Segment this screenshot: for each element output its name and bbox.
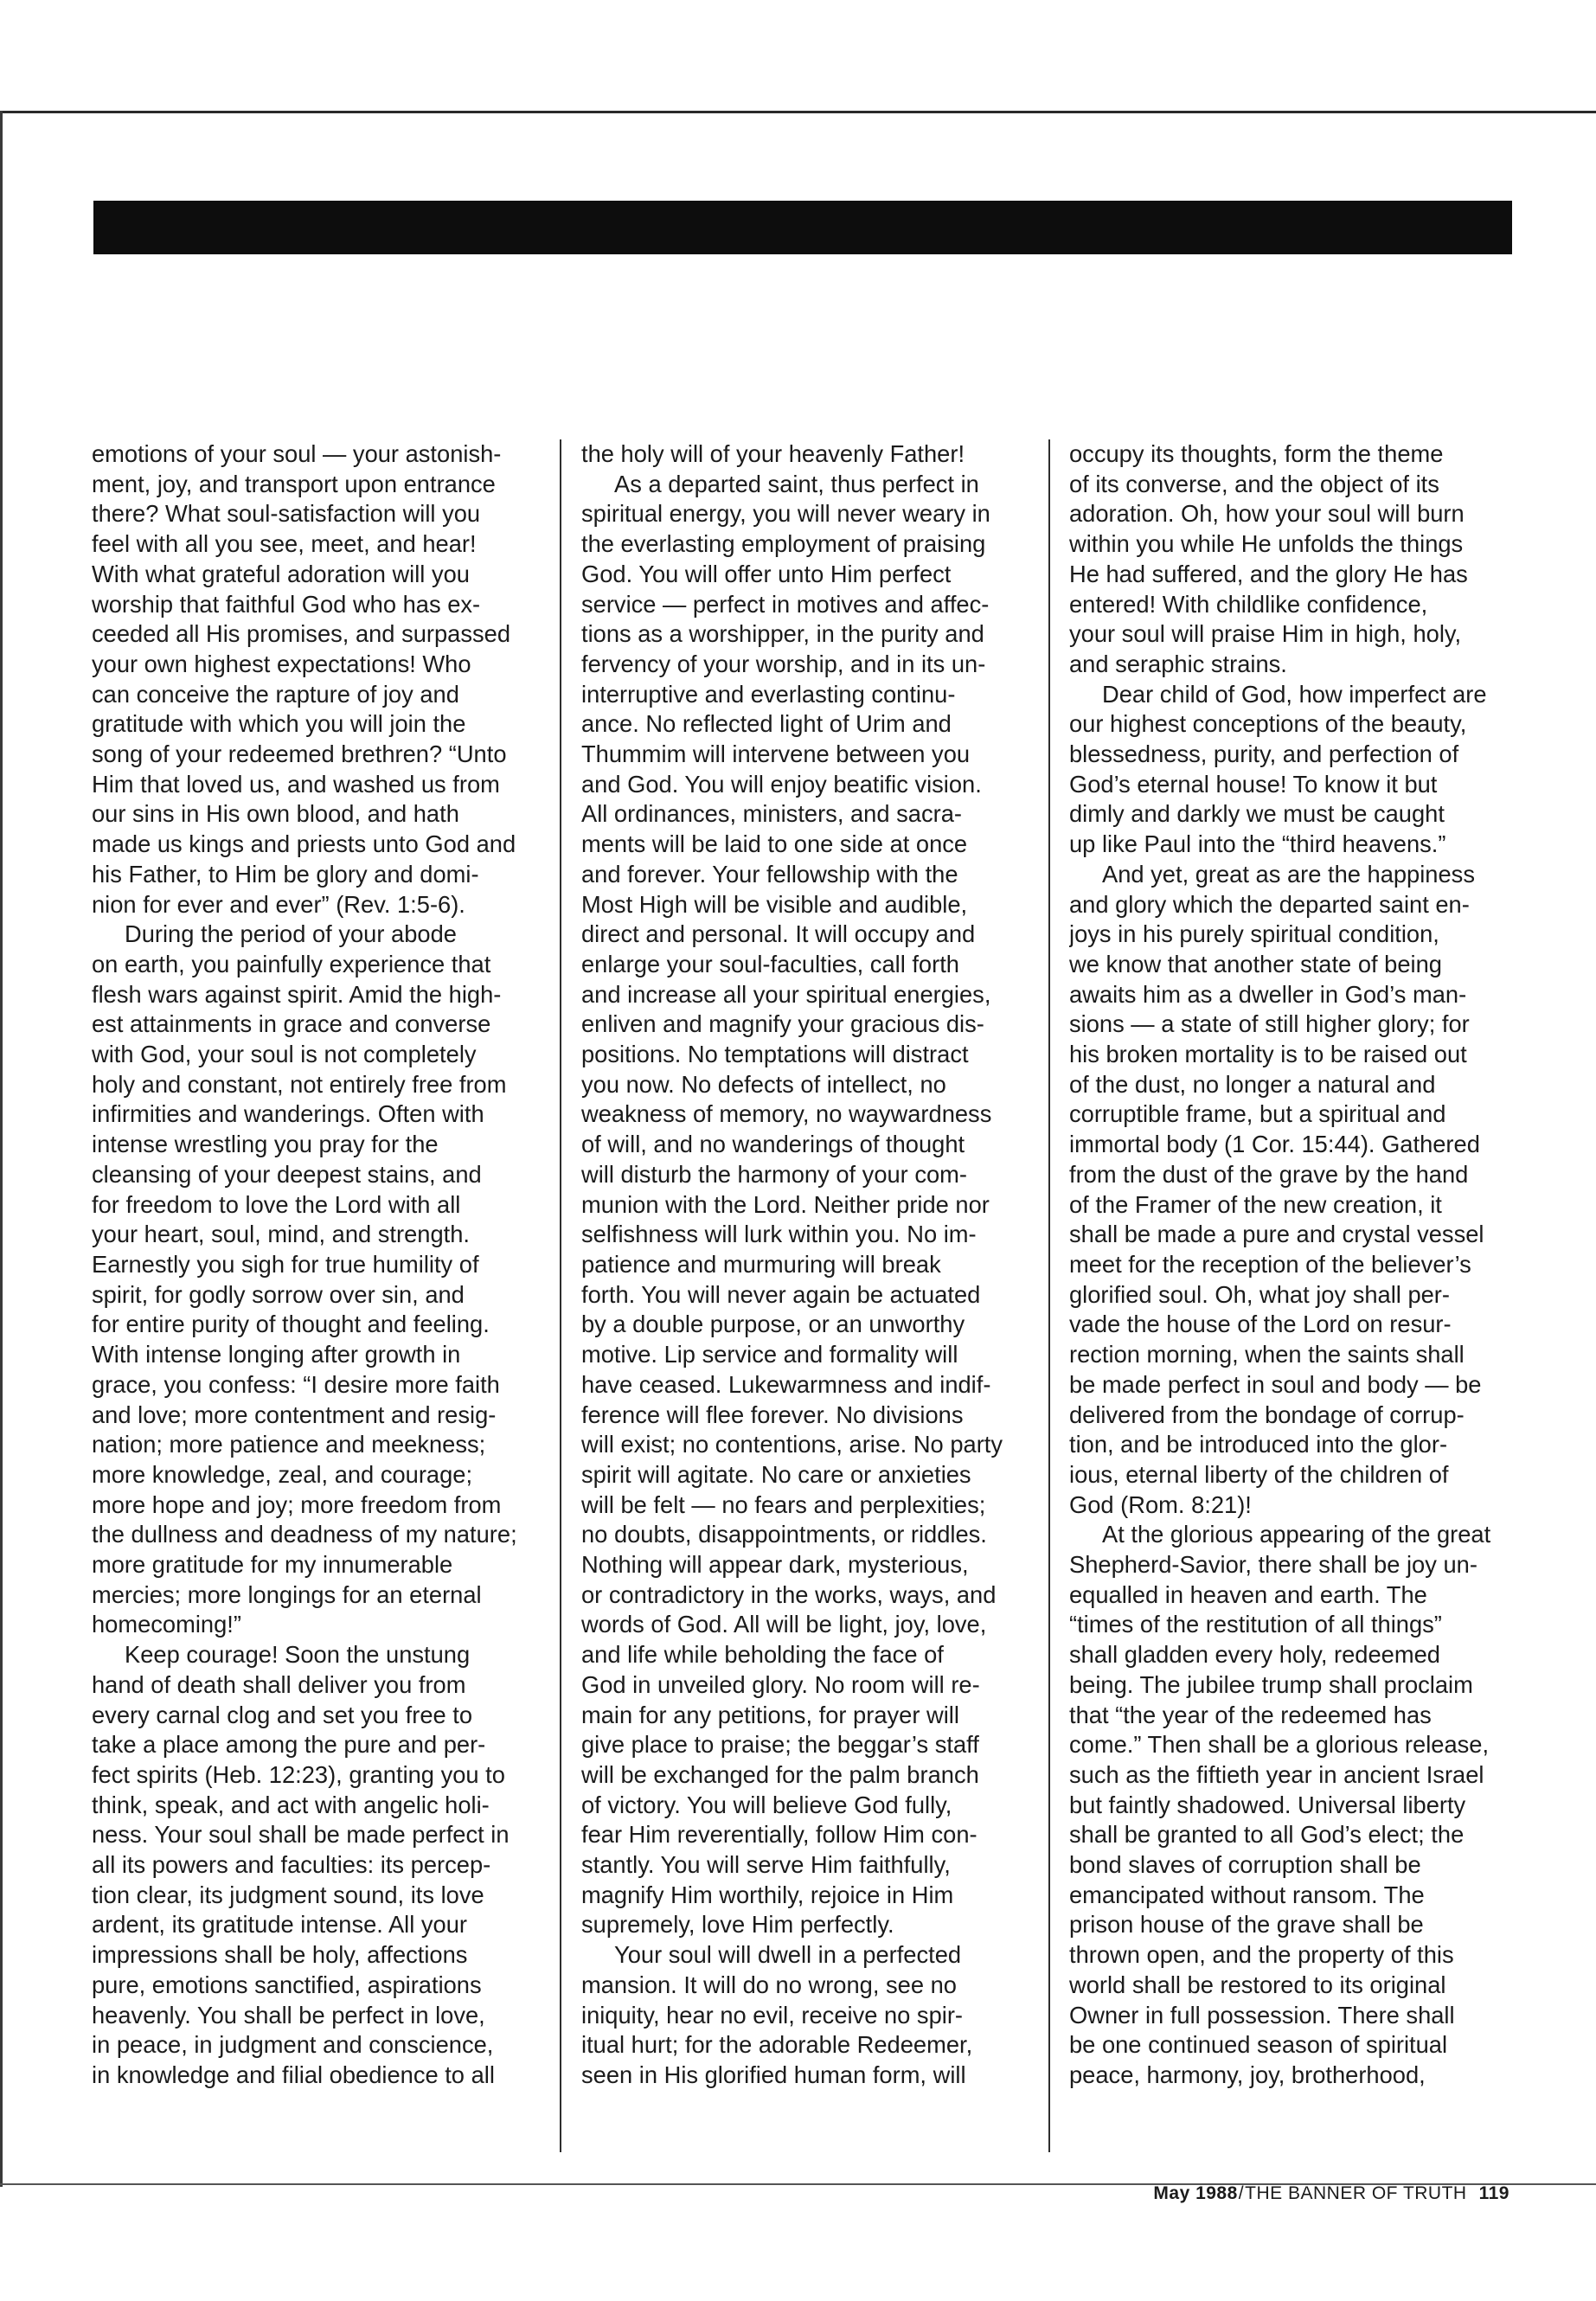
- scan-edge-left: [0, 111, 3, 2187]
- paragraph: During the period of your abode on earth, you painfully experience that flesh wars against spirit. Amid the high- est attainments in grace and converse with God, your soul is not completely holy and constant, not entirely free from infirmities and wanderings. Often with intense wrestling you pray for the cleansing of your deepest stains, and for freedom to love the Lord with all your heart, soul, mind, and strength. Earnestly you sigh for true humility of spirit, for godly sorrow over sin, and for entire purity of thought and feeling. With intense longing after growth in grace, you confess: “I desire more faith and love; more contentment and resig- nation; more patience and meekness; more knowledge, zeal, and courage; more hope and joy; more freedom from the dullness and deadness of my nature; more gratitude for my innumerable mercies; more longings for an eternal homecoming!”: [92, 920, 517, 1638]
- page-number: 119: [1478, 2183, 1509, 2203]
- article-body: [92, 439, 1510, 2157]
- paragraph: emotions of your soul — your astonish- ment, joy, and transport upon entrance there? What soul-satisfaction will you feel with all you see, meet, and hear! With what grateful adoration will you worship that faithful God who has ex- ceeded all His promises, and surpassed your own highest expectations! Who can conceive the rapture of joy and gratitude with which you will join the song of your redeemed brethren? “Unto Him that loved us, and washed us from our sins in His own blood, and hath made us kings and priests unto God and his Father, to Him be glory and domi- nion for ever and ever” (Rev. 1:5-6).: [92, 440, 516, 918]
- column-3: [1069, 439, 1521, 2157]
- footer-date: May 1988: [1153, 2183, 1238, 2203]
- paragraph: Dear child of God, how imperfect are our highest conceptions of the beauty, blessedness, purity, and perfection of God’s eternal house! To know it but dimly and darkly we must be caught up like Paul into the “third heavens.”: [1069, 680, 1487, 858]
- column-2: [581, 439, 1033, 2157]
- header-band: [93, 201, 1512, 254]
- column-divider: [1048, 439, 1050, 2152]
- paragraph: the holy will of your heavenly Father!: [581, 440, 965, 467]
- paragraph: And yet, great as are the happiness and glory which the departed saint en- joys in his purely spiritual condition, we know that another state of being awaits him as a dweller in God’s man- sions — a state of still higher glory; for his broken mortality is to be raised out of the dust, no longer a natural and corruptible frame, but a spiritual and immortal body (1 Cor. 15:44). Gathered from the dust of the grave by the hand of the Framer of the new creation, it shall be made a pure and crystal vessel meet for the reception of the believer’s glorified soul. Oh, what joy shall per- vade the house of the Lord on resur- rection morning, when the saints shall be made perfect in soul and body — be delivered from the bondage of corrup- tion, and be introduced into the glor- ious, eternal liberty of the children of God (Rom. 8:21)!: [1069, 860, 1484, 1518]
- footer-magazine-title: THE BANNER OF TRUTH: [1245, 2183, 1467, 2203]
- column-1: [92, 439, 543, 2157]
- paragraph: As a departed saint, thus perfect in spiritual energy, you will never weary in the everlasting employment of praising God. You will offer unto Him perfect service — perfect in motives and affec- tions as a worshipper, in the purity and fervency of your worship, and in its un- interruptive and everlasting continu- ance. No reflected light of Urim and Thummim will intervene between you and God. You will enjoy beatific vision. All ordinances, ministers, and sacra- ments will be laid to one side at once and forever. Your fellowship with the Most High will be visible and audible, direct and personal. It will occupy and enlarge your soul-faculties, call forth and increase all your spiritual energies, enliven and magnify your gracious dis- positions. No temptations will distract you now. No defects of intellect, no weakness of memory, no waywardness of will, and no wanderings of thought will disturb the harmony of your com- munion with the Lord. Neither pride nor selfishness will lurk within you. No im- patience and murmuring will break forth. You will never again be actuated by a double purpose, or an unworthy motive. Lip service and formality will have ceased. Lukewarmness and indif- ference will flee forever. No divisions will exist; no contentions, arise. No party spirit will agitate. No care or anxieties will be felt — no fears and perplexities; no doubts, disappointments, or riddles. Nothing will appear dark, mysterious, or contradictory in the works, ways, and words of God. All will be light, joy, love, and life while beholding the face of God in unveiled glory. No room will re- main for any petitions, for prayer will give place to praise; the beggar’s staff will be exchanged for the palm branch of victory. You will believe God fully, fear Him reverentially, follow Him con- stantly. You will serve Him faithfully, magnify Him worthily, rejoice in Him supremely, love Him perfectly.: [581, 470, 1003, 1939]
- paragraph: occupy its thoughts, form the theme of its converse, and the object of its adoration. Oh, how your soul will burn within you while He unfolds the things He had suffered, and the glory He has entered! With childlike confidence, your soul will praise Him in high, holy, and seraphic strains.: [1069, 440, 1468, 677]
- paragraph: Your soul will dwell in a perfected mansion. It will do no wrong, see no iniquity, hear no evil, receive no spir- itual hurt; for the adorable Redeemer, seen in His glorified human form, will: [581, 1941, 973, 2088]
- footer-separator: /: [1238, 2183, 1245, 2203]
- paragraph: At the glorious appearing of the great Shepherd-Savior, there shall be joy un- equalled in heaven and earth. The “times of the restitution of all things” shall gladden every holy, redeemed being. The jubilee trump shall proclaim that “the year of the redeemed has come.” Then shall be a glorious release, such as the fiftieth year in ancient Israel but faintly shadowed. Universal liberty shall be granted to all God’s elect; the bond slaves of corruption shall be emancipated without ransom. The prison house of the grave shall be thrown open, and the property of this world shall be restored to its original Owner in full possession. There shall be one continued season of spiritual peace, harmony, joy, brotherhood,: [1069, 1521, 1491, 2088]
- column-divider: [560, 439, 561, 2152]
- scan-edge-top: [0, 111, 1596, 113]
- page-footer: [1153, 2183, 1509, 2204]
- paragraph: Keep courage! Soon the unstung hand of death shall deliver you from every carnal clog and set you free to take a place among the pure and per- fect spirits (Heb. 12:23), granting you to think, speak, and act with angelic holi- ness. Your soul shall be made perfect in all its powers and faculties: its percep- tion clear, its judgment sound, its love ardent, its gratitude intense. All your impressions shall be holy, affections pure, emotions sanctified, aspirations heavenly. You shall be perfect in love, in peace, in judgment and conscience, in knowledge and filial obedience to all: [92, 1641, 510, 2088]
